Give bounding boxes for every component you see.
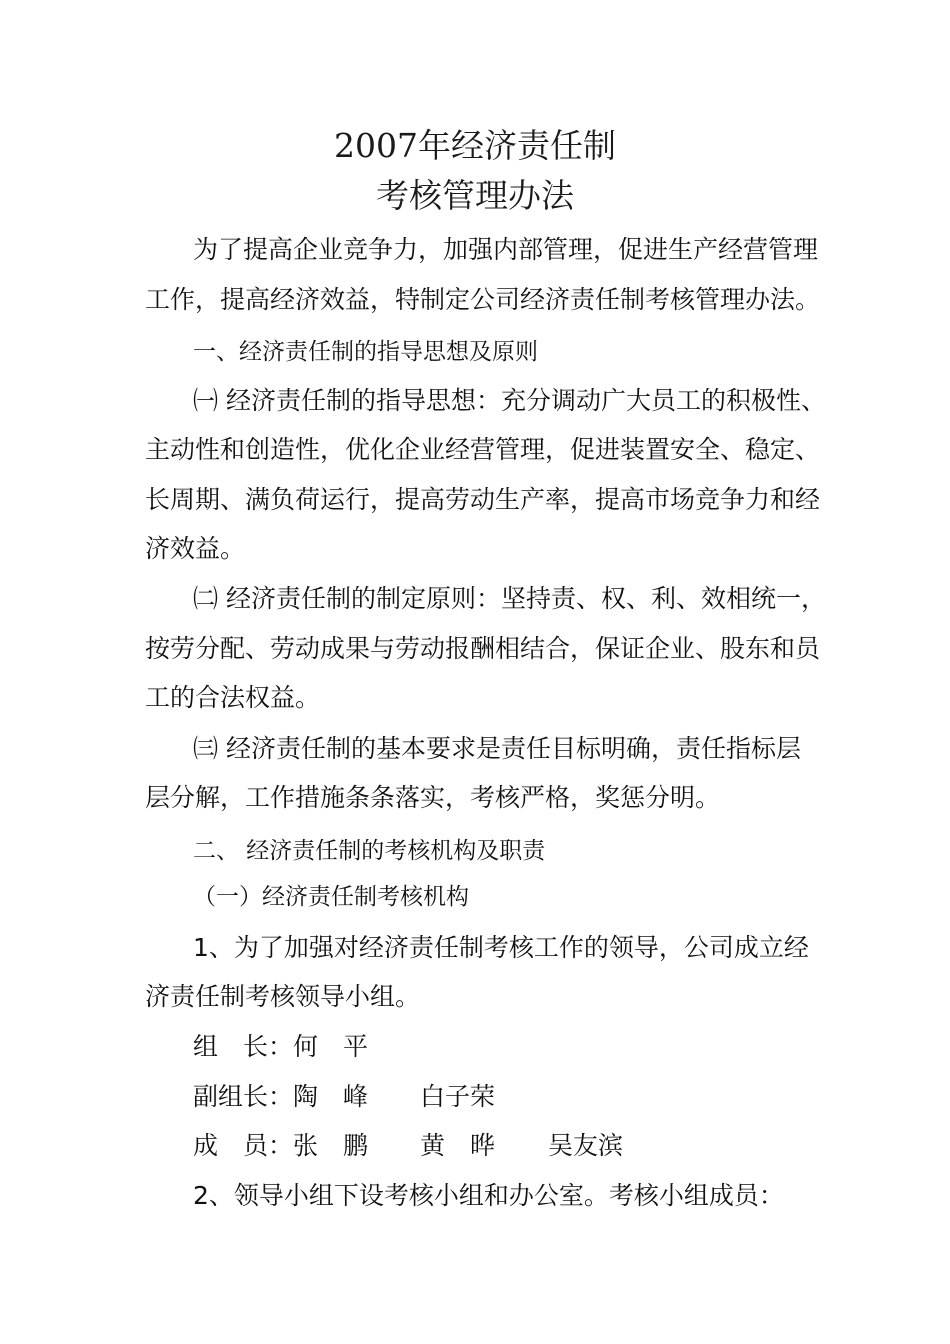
roster-label: 成 员：: [193, 1131, 294, 1160]
paragraph-line: 2、领导小组下设考核小组和办公室。考核小组成员：: [193, 1181, 784, 1210]
paragraph-line: 为了提高企业竞争力，加强内部管理，促进生产经营管理: [193, 235, 819, 264]
paragraph-line: ㈡ 经济责任制的制定原则：坚持责、权、利、效相统一，: [193, 584, 826, 613]
roster-label: 组 长：: [193, 1032, 294, 1061]
paragraph-line: 层分解，工作措施条条落实，考核严格，奖惩分明。: [145, 783, 721, 812]
paragraph-line: 济效益。: [145, 534, 246, 563]
document-title-line-1: 2007年经济责任制: [334, 126, 616, 165]
paragraph-line: 工的合法权益。: [145, 683, 321, 712]
paragraph-line: 长周期、满负荷运行，提高劳动生产率，提高市场竞争力和经: [145, 485, 821, 514]
roster-name: 黄 晔: [420, 1131, 496, 1160]
paragraph-line: 济责任制考核领导小组。: [145, 982, 421, 1011]
document-title-line-2: 考核管理办法: [376, 176, 574, 215]
roster-leader-row: [193, 1030, 833, 1064]
roster-name: 张 鹏: [293, 1131, 369, 1160]
section-heading-1: 一、经济责任制的指导思想及原则: [193, 339, 538, 365]
paragraph-line: ㈢ 经济责任制的基本要求是责任目标明确，责任指标层: [193, 734, 801, 763]
roster-label: 副组长：: [193, 1082, 294, 1111]
paragraph-line: 1、为了加强对经济责任制考核工作的领导，公司成立经: [193, 933, 809, 962]
roster-deputy-row: [193, 1080, 833, 1114]
paragraph-line: ㈠ 经济责任制的指导思想：充分调动广大员工的积极性、: [193, 386, 826, 415]
roster-name: 白子荣: [420, 1082, 496, 1111]
paragraph-line: 主动性和创造性，优化企业经营管理，促进装置安全、稳定、: [145, 435, 821, 464]
paragraph-line: 按劳分配、劳动成果与劳动报酬相结合，保证企业、股东和员: [145, 634, 821, 663]
section-heading-2: 二、 经济责任制的考核机构及职责: [193, 838, 546, 864]
subsection-heading: （一）经济责任制考核机构: [193, 884, 469, 910]
roster-name: 何 平: [293, 1032, 369, 1061]
paragraph-line: 工作，提高经济效益，特制定公司经济责任制考核管理办法。: [145, 285, 821, 314]
roster-name: 吴友滨: [548, 1131, 624, 1160]
roster-member-row: [193, 1129, 833, 1163]
roster-name: 陶 峰: [293, 1082, 369, 1111]
